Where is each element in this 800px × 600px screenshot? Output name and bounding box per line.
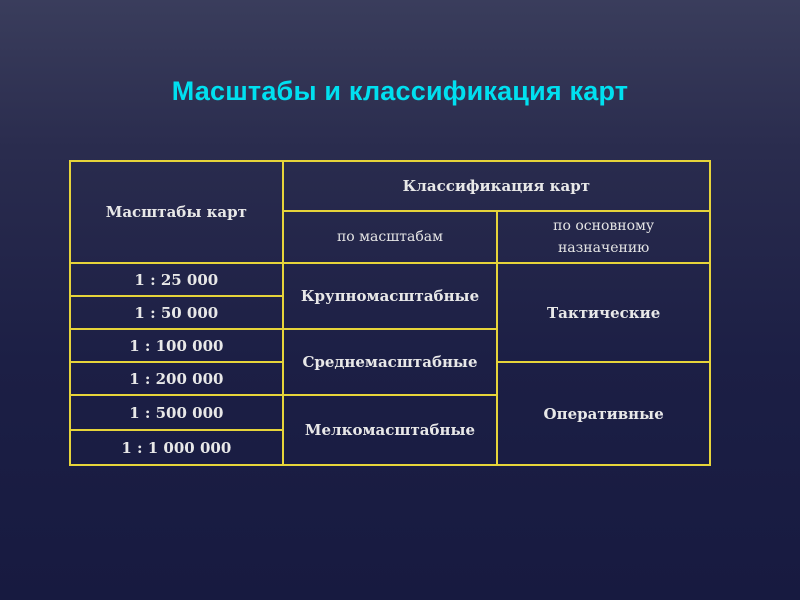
class-large-scale: Крупномасштабные [283,263,498,329]
purpose-tactical: Тактические [497,263,710,362]
subheader-by-purpose [497,211,710,263]
scale-cell: 1 : 500 000 [70,395,283,430]
scale-cell: 1 : 50 000 [70,296,283,329]
header-map-classification: Классификация карт [283,161,710,211]
class-small-scale: Мелкомасштабные [283,395,498,465]
header-map-scales: Масштабы карт [70,161,283,263]
scale-cell: 1 : 100 000 [70,329,283,362]
subheader-by-scale: по масштабам [283,211,498,263]
scale-cell: 1 : 25 000 [70,263,283,296]
scale-cell: 1 : 200 000 [70,362,283,395]
purpose-operational: Оперативные [497,362,710,465]
map-scales-table [69,160,711,466]
subheader-by-purpose-line2: назначению [557,240,650,256]
subheader-by-purpose-line1: по основному [553,218,655,234]
scale-cell: 1 : 1 000 000 [70,430,283,465]
slide-title: Масштабы и классификация карт [171,76,629,106]
class-medium-scale: Среднемасштабные [283,329,498,395]
